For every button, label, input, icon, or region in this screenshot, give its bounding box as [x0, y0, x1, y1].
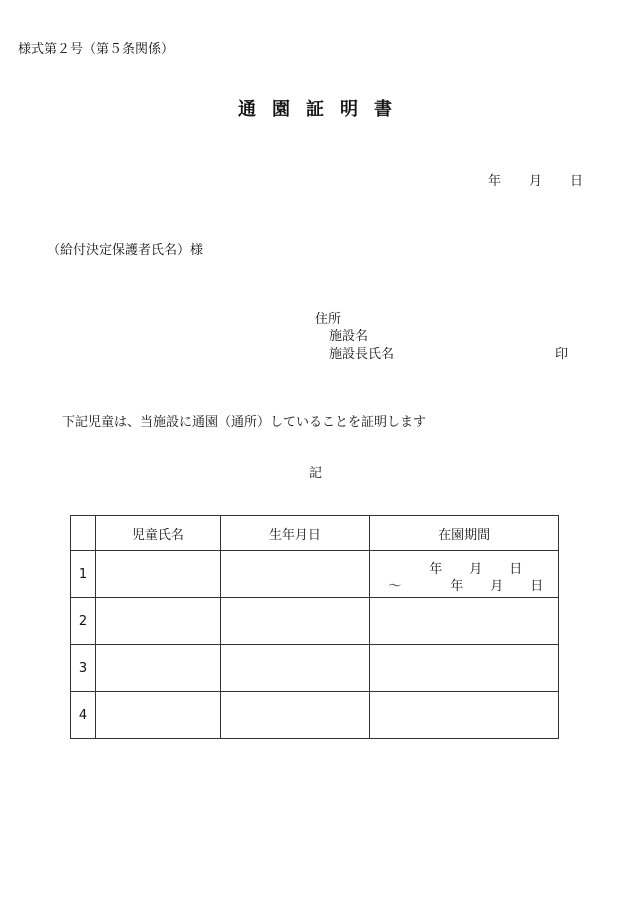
enrollment-period-cell [370, 551, 559, 598]
form-number: 様式第２号（第５条関係） [18, 42, 175, 57]
header-birth-date: 生年月日 [220, 516, 370, 551]
ki-label: 記 [309, 466, 323, 481]
enrollment-period-cell [370, 598, 559, 645]
table-row [71, 598, 559, 645]
period-end-day: 日 [530, 579, 544, 594]
row-number: 2 [71, 598, 96, 645]
addressee: （給付決定保護者氏名）様 [47, 243, 204, 258]
period-end-month: 月 [490, 579, 504, 594]
date-year-label: 年 [488, 174, 502, 189]
issuer-director-label: 施設長氏名 [329, 347, 395, 362]
row-number: 4 [71, 692, 96, 739]
period-start-year: 年 [429, 562, 443, 577]
birth-date-cell [220, 551, 370, 598]
issuer-address-label: 住所 [315, 312, 342, 327]
certification-statement: 下記児童は、当施設に通園（通所）していることを証明します [62, 415, 427, 430]
seal-mark: 印 [555, 347, 569, 362]
period-start-month: 月 [469, 562, 483, 577]
header-child-name: 児童氏名 [96, 516, 221, 551]
table-row [71, 692, 559, 739]
child-name-cell [96, 645, 221, 692]
period-start-day: 日 [509, 562, 523, 577]
table-row [71, 551, 559, 598]
row-number: 1 [71, 551, 96, 598]
issue-date [488, 170, 583, 189]
table-header-row [71, 516, 559, 551]
birth-date-cell [220, 598, 370, 645]
birth-date-cell [220, 645, 370, 692]
row-number: 3 [71, 645, 96, 692]
document-title: 通園証明書 [238, 99, 408, 120]
child-name-cell [96, 692, 221, 739]
table-row [71, 645, 559, 692]
date-month-label: 月 [529, 174, 543, 189]
period-tilde: ～ [388, 579, 402, 594]
enrollment-period-cell [370, 645, 559, 692]
enrollment-table [70, 515, 559, 739]
enrollment-period-cell [370, 692, 559, 739]
header-enrollment-period: 在園期間 [370, 516, 559, 551]
period-end-year: 年 [450, 579, 464, 594]
birth-date-cell [220, 692, 370, 739]
period-end [388, 575, 543, 594]
child-name-cell [96, 551, 221, 598]
header-number [71, 516, 96, 551]
child-name-cell [96, 598, 221, 645]
date-day-label: 日 [570, 174, 584, 189]
issuer-facility-label: 施設名 [329, 329, 369, 344]
